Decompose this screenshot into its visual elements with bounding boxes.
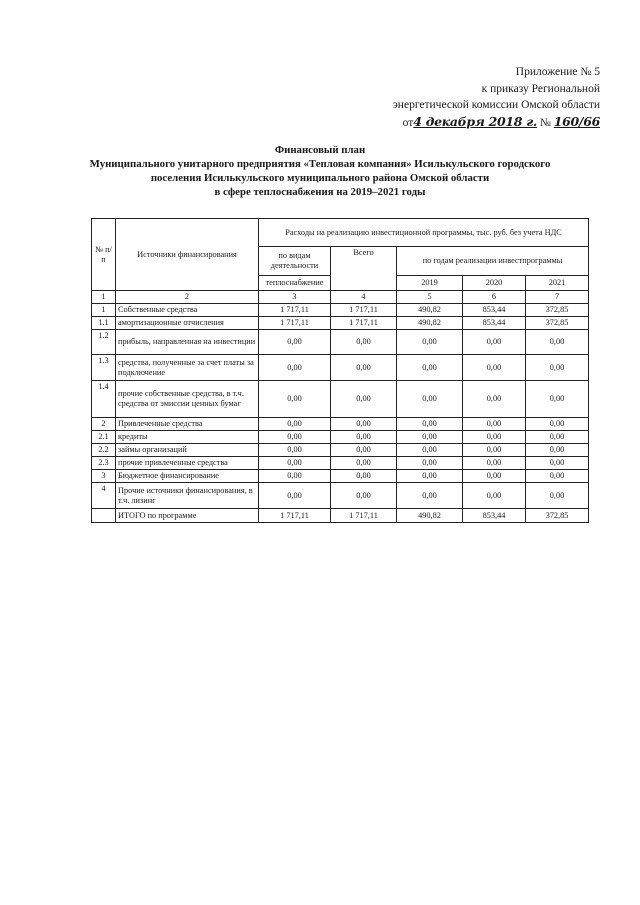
table-row [92,330,589,355]
appendix-line-2: к приказу Региональной [481,82,600,95]
from-prefix: от [402,116,414,129]
row-total: 0,00 [331,431,397,444]
row-heat-supply: 0,00 [259,431,331,444]
row-source-name: амортизационные отчисления [116,317,259,330]
row-source-name: Прочие источники финансирования, в т.ч. лизинг [116,483,259,509]
row-value-2021: 0,00 [526,470,589,483]
row-value-2019: 0,00 [397,418,463,431]
row-total: 0,00 [331,457,397,470]
col-number-7: 7 [526,291,589,304]
row-number: 3 [92,470,116,483]
document-title [80,143,560,199]
row-heat-supply: 0,00 [259,418,331,431]
row-value-2019: 490,82 [397,509,463,523]
row-value-2021: 0,00 [526,483,589,509]
number-prefix: № [539,116,551,129]
row-value-2021: 0,00 [526,418,589,431]
row-value-2021: 372,85 [526,317,589,330]
order-date-number [340,114,600,132]
appendix-line-3: энергетической комиссии Омской области [392,99,600,111]
row-value-2020: 0,00 [463,483,526,509]
row-source-name: кредиты [116,431,259,444]
table-row [92,317,589,330]
row-value-2019: 0,00 [397,431,463,444]
header-by-years: по годам реализации инвестпрограммы [397,247,589,276]
row-total: 0,00 [331,330,397,355]
row-number: 1 [92,304,116,317]
row-number: 2.1 [92,431,116,444]
row-value-2020: 0,00 [463,470,526,483]
row-total: 0,00 [331,483,397,509]
row-heat-supply: 1 717,11 [259,509,331,523]
row-value-2019: 0,00 [397,457,463,470]
row-value-2019: 490,82 [397,317,463,330]
title-line-1: Финансовый план [274,144,366,156]
table-row [92,457,589,470]
table-row [92,509,589,523]
row-heat-supply: 0,00 [259,483,331,509]
row-number: 1.3 [92,355,116,381]
table-row [92,418,589,431]
row-total: 1 717,11 [331,509,397,523]
row-value-2021: 0,00 [526,431,589,444]
appendix-block [340,64,600,131]
row-number: 1.4 [92,381,116,418]
row-value-2020: 0,00 [463,457,526,470]
row-heat-supply: 0,00 [259,470,331,483]
row-total: 1 717,11 [331,317,397,330]
row-value-2020: 0,00 [463,444,526,457]
row-number: 1.1 [92,317,116,330]
table-row [92,381,589,418]
header-year-2019: 2019 [397,276,463,291]
row-heat-supply: 0,00 [259,381,331,418]
row-total: 0,00 [331,381,397,418]
row-number: 2.3 [92,457,116,470]
row-source-name: средства, полученные за счет платы за подключение [116,355,259,381]
table-row [92,304,589,317]
row-source-name: Собственные средства [116,304,259,317]
table-row [92,470,589,483]
row-total: 1 717,11 [331,304,397,317]
row-value-2020: 0,00 [463,330,526,355]
row-heat-supply: 1 717,11 [259,304,331,317]
row-source-name: прочие собственные средства, в т.ч. средства от эмиссии ценных бумаг [116,381,259,418]
row-number: 2.2 [92,444,116,457]
header-year-2021: 2021 [526,276,589,291]
table-row [92,444,589,457]
table-row [92,355,589,381]
table-row [92,483,589,509]
header-expenses: Расходы на реализацию инвестиционной программы, тыс. руб. без учета НДС [259,219,589,247]
title-line-4: в сфере теплоснабжения на 2019–2021 годы [214,186,426,198]
row-value-2019: 0,00 [397,470,463,483]
row-value-2020: 853,44 [463,509,526,523]
row-value-2019: 0,00 [397,483,463,509]
col-number-4: 4 [331,291,397,304]
appendix-line-1: Приложение № 5 [515,66,600,78]
row-value-2021: 0,00 [526,381,589,418]
row-total: 0,00 [331,444,397,457]
row-value-2020: 0,00 [463,418,526,431]
header-heat-supply: теплоснабжение [259,276,331,291]
row-total: 0,00 [331,470,397,483]
header-year-2020: 2020 [463,276,526,291]
row-value-2020: 853,44 [463,304,526,317]
header-total: Всего [331,247,397,291]
row-source-name: прибыль, направленная на инвестиции [116,330,259,355]
row-value-2020: 0,00 [463,431,526,444]
row-number: 2 [92,418,116,431]
financial-plan-table [91,218,589,523]
col-number-5: 5 [397,291,463,304]
row-total: 0,00 [331,418,397,431]
row-heat-supply: 1 717,11 [259,317,331,330]
row-source-name: Привлеченные средства [116,418,259,431]
row-value-2021: 0,00 [526,457,589,470]
row-value-2021: 0,00 [526,330,589,355]
row-value-2019: 0,00 [397,355,463,381]
row-value-2021: 0,00 [526,444,589,457]
header-no: № п/п [92,219,116,291]
row-source-name: займы организаций [116,444,259,457]
row-value-2021: 372,85 [526,509,589,523]
row-heat-supply: 0,00 [259,355,331,381]
row-heat-supply: 0,00 [259,457,331,470]
col-number-1: 1 [92,291,116,304]
row-number [92,509,116,523]
title-line-2: Муниципального унитарного предприятия «Тепловая компания» Исилькульского городского [89,158,551,170]
handwritten-number: 160/66 [553,113,600,129]
row-heat-supply: 0,00 [259,444,331,457]
header-by-activity: по видам деятельности [259,247,331,276]
col-number-3: 3 [259,291,331,304]
row-value-2020: 853,44 [463,317,526,330]
row-value-2019: 0,00 [397,381,463,418]
row-value-2019: 0,00 [397,330,463,355]
handwritten-date: 4 декабря 2018 г. [413,113,537,129]
header-source: Источники финансирования [116,219,259,291]
row-source-name: прочие привлеченные средства [116,457,259,470]
row-value-2021: 372,85 [526,304,589,317]
row-source-name: ИТОГО по программе [116,509,259,523]
table-row [92,431,589,444]
row-value-2019: 490,82 [397,304,463,317]
row-source-name: Бюджетное финансирование [116,470,259,483]
row-value-2021: 0,00 [526,355,589,381]
row-value-2020: 0,00 [463,355,526,381]
col-number-2: 2 [116,291,259,304]
row-heat-supply: 0,00 [259,330,331,355]
col-number-6: 6 [463,291,526,304]
row-value-2019: 0,00 [397,444,463,457]
row-value-2020: 0,00 [463,381,526,418]
row-total: 0,00 [331,355,397,381]
title-line-3: поселения Исилькульского муниципального района Омской области [150,172,490,184]
row-number: 4 [92,483,116,509]
row-number: 1.2 [92,330,116,355]
